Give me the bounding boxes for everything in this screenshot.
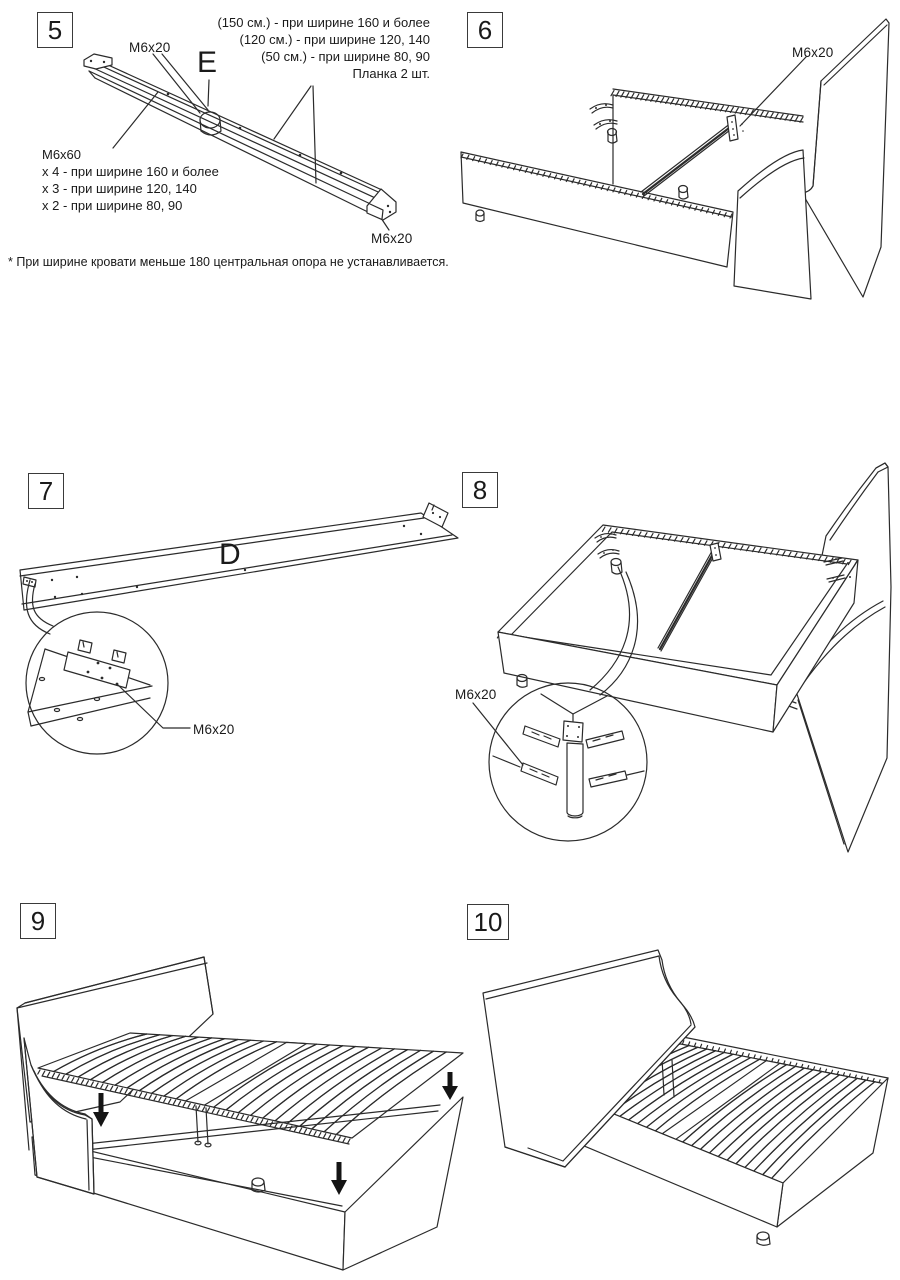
step-number-text: 8: [472, 475, 488, 505]
option-line: x 2 - при ширине 80, 90: [42, 198, 183, 213]
bolt-label-m6x20: M6x20: [129, 40, 171, 55]
down-arrow-icon: [331, 1162, 347, 1195]
bolt-label-m6x20: M6x20: [792, 45, 834, 60]
center-support-beam: [641, 115, 744, 199]
bracket-detail: [28, 640, 152, 726]
option-line: (50 см.) - при ширине 80, 90: [261, 49, 430, 64]
bolt-label-m6x20: M6x20: [193, 722, 235, 737]
option-line: x 4 - при ширине 160 и более: [42, 164, 219, 179]
bolt-label-m6x20: M6x20: [455, 687, 497, 702]
option-line: x 3 - при ширине 120, 140: [42, 181, 197, 196]
step-number-text: 10: [473, 907, 503, 937]
option-line: M6x60: [42, 147, 82, 162]
option-line: Планка 2 шт.: [352, 66, 430, 81]
step-number-text: 9: [30, 906, 46, 936]
step-number-text: 5: [47, 15, 63, 45]
step-9-drawing: [0, 890, 470, 1280]
bolt-count-options: [42, 146, 219, 214]
option-line: (120 см.) - при ширине 120, 140: [239, 32, 430, 47]
step-8-drawing: [440, 460, 900, 860]
bolt-label-m6x20: M6x20: [371, 231, 413, 246]
option-line: (150 см.) - при ширине 160 и более: [217, 15, 430, 30]
part-e-label: E: [197, 46, 218, 79]
end-bracket: [84, 54, 112, 69]
step-number-text: 7: [38, 476, 54, 506]
step-7-drawing: [0, 460, 460, 805]
plank-length-options: [215, 14, 430, 82]
side-rail: [461, 152, 733, 267]
footnote: * При ширине кровати меньше 180 центральная опора не устанавливается.: [8, 255, 449, 269]
down-arrow-icon: [442, 1072, 458, 1100]
step-10-drawing: [470, 890, 900, 1280]
part-d-label: D: [219, 538, 241, 571]
step-number-text: 6: [477, 15, 493, 45]
